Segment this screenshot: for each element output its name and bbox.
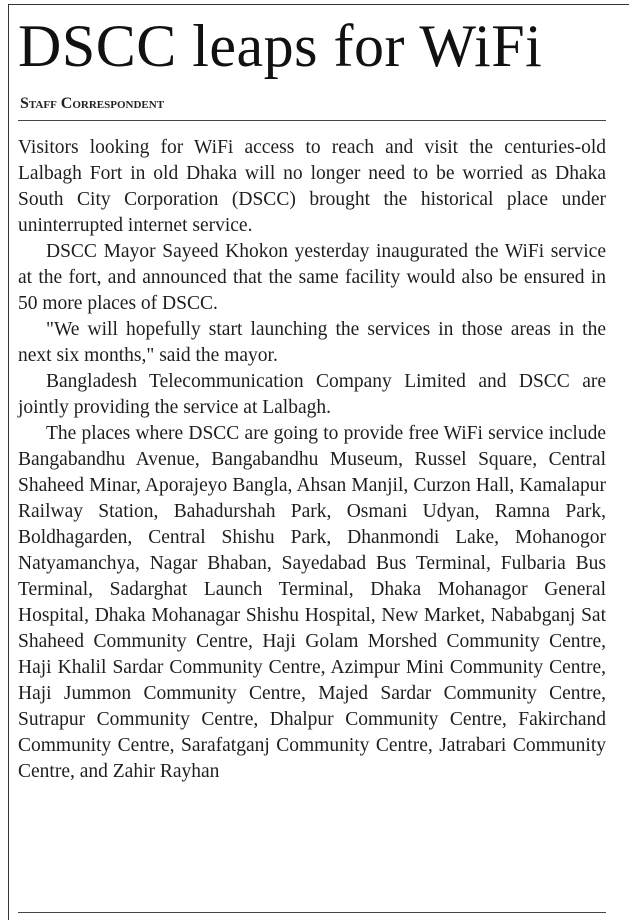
- article-body: [18, 135, 606, 785]
- paragraph-1: Visitors looking for WiFi access to reach and visit the centuries-old Lalbagh Fort in old Dhaka will no longer need to be worried as Dhaka South City Corporation (DSCC) brought the historical place under uninterrupted internet service.: [18, 137, 606, 236]
- byline-divider: [18, 120, 606, 121]
- left-border-rule: [8, 4, 9, 920]
- paragraph-4: Bangladesh Telecommunication Company Limited and DSCC are jointly providing the service at Lalbagh.: [18, 371, 606, 418]
- paragraph-3: "We will hopefully start launching the services in those areas in the next six months," said the mayor.: [18, 319, 606, 366]
- news-article: [18, 6, 608, 785]
- bottom-border-rule: [18, 912, 606, 913]
- byline: Staff Correspondent: [20, 95, 165, 112]
- top-border-rule: [8, 4, 629, 5]
- paragraph-5: The places where DSCC are going to provide free WiFi service include Bangabandhu Avenue, Bangabandhu Museum, Russel Square, Central Shaheed Minar, Aporajeyo Bangla, Ahsan Manjil, Curzon Hall, Kamalapur Railway Station, Bahadurshah Park, Osmani Udyan, Ramna Park, Boldhagarden, Central Shishu Park, Dhanmondi Lake, Mohanogor Natyamanchya, Nagar Bhaban, Sayedabad Bus Terminal, Fulbaria Bus Terminal, Sadarghat Launch Terminal, Dhaka Mohanagor General Hospital, Dhaka Mohanagar Shishu Hospital, New Market, Nababganj Sat Shaheed Community Centre, Haji Golam Morshed Community Centre, Haji Khalil Sardar Community Centre, Azimpur Mini Community Centre, Haji Jummon Community Centre, Majed Sardar Community Centre, Sutrapur Community Centre, Dhalpur Community Centre, Fakirchand Community Centre, Sarafatganj Community Centre, Jatrabari Community Centre, and Zahir Rayhan: [18, 423, 606, 782]
- headline: DSCC leaps for WiFi: [18, 13, 543, 79]
- paragraph-2: DSCC Mayor Sayeed Khokon yesterday inaugurated the WiFi service at the fort, and announced that the same facility would also be ensured in 50 more places of DSCC.: [18, 241, 606, 314]
